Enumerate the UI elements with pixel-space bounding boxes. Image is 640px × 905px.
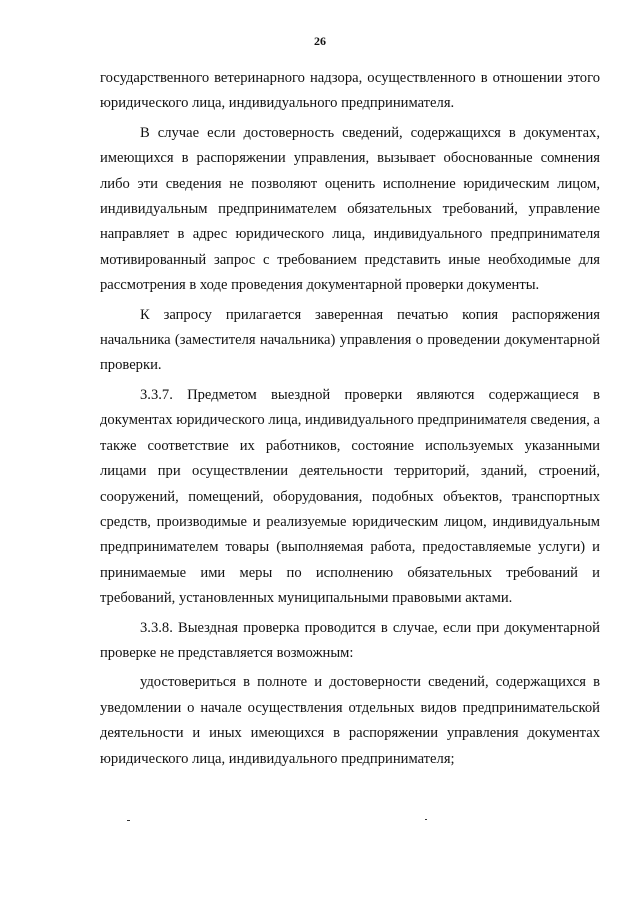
paragraph-3: К запросу прилагается заверенная печатью копия распоряжения начальника (заместителя начальника) управления о проведении документарной проверки. <box>100 306 600 374</box>
paragraph-1: государственного ветеринарного надзора, осуществленного в отношении этого юридического лица, индивидуального предпринимателя. <box>100 70 600 112</box>
scan-mark-right <box>425 819 427 820</box>
page-number: 26 <box>314 34 326 48</box>
document-body <box>100 66 600 776</box>
paragraph-5: 3.3.8. Выездная проверка проводится в случае, если при документарной проверке не представляется возможным: <box>100 619 600 661</box>
paragraph-6: удостовериться в полноте и достоверности сведений, содержащихся в уведомлении о начале осуществления отдельных видов предпринимательской деятельности и иных имеющихся в распоряжении управления документах юридического лица, индивидуального предпринимателя; <box>100 674 600 767</box>
scan-mark-left <box>127 820 130 821</box>
paragraph-2: В случае если достоверность сведений, содержащихся в документах, имеющихся в распоряжении управления, вызывает обоснованные сомнения либо эти сведения не позволяют оценить исполнение юридическим лицом, индивидуальным предпринимателем обязательных требований, управление направляет в адрес юридического лица, индивидуального предпринимателя мотивированный запрос с требованием представить иные необходимые для рассмотрения в ходе проведения документарной проверки документы. <box>100 124 600 294</box>
paragraph-4: 3.3.7. Предметом выездной проверки являются содержащиеся в документах юридического лица, индивидуального предпринимателя сведения, а также соответствие их работников, состояние используемых указанными лицами при осуществлении деятельности территорий, зданий, строений, сооружений, помещений, оборудования, подобных объектов, транспортных средств, производимые и реализуемые юридическим лицом, индивидуальным предпринимателем товары (выполняемая работа, предоставляемые услуги) и принимаемые ими меры по исполнению обязательных требований и требований, установленных муниципальными правовыми актами. <box>100 386 600 607</box>
